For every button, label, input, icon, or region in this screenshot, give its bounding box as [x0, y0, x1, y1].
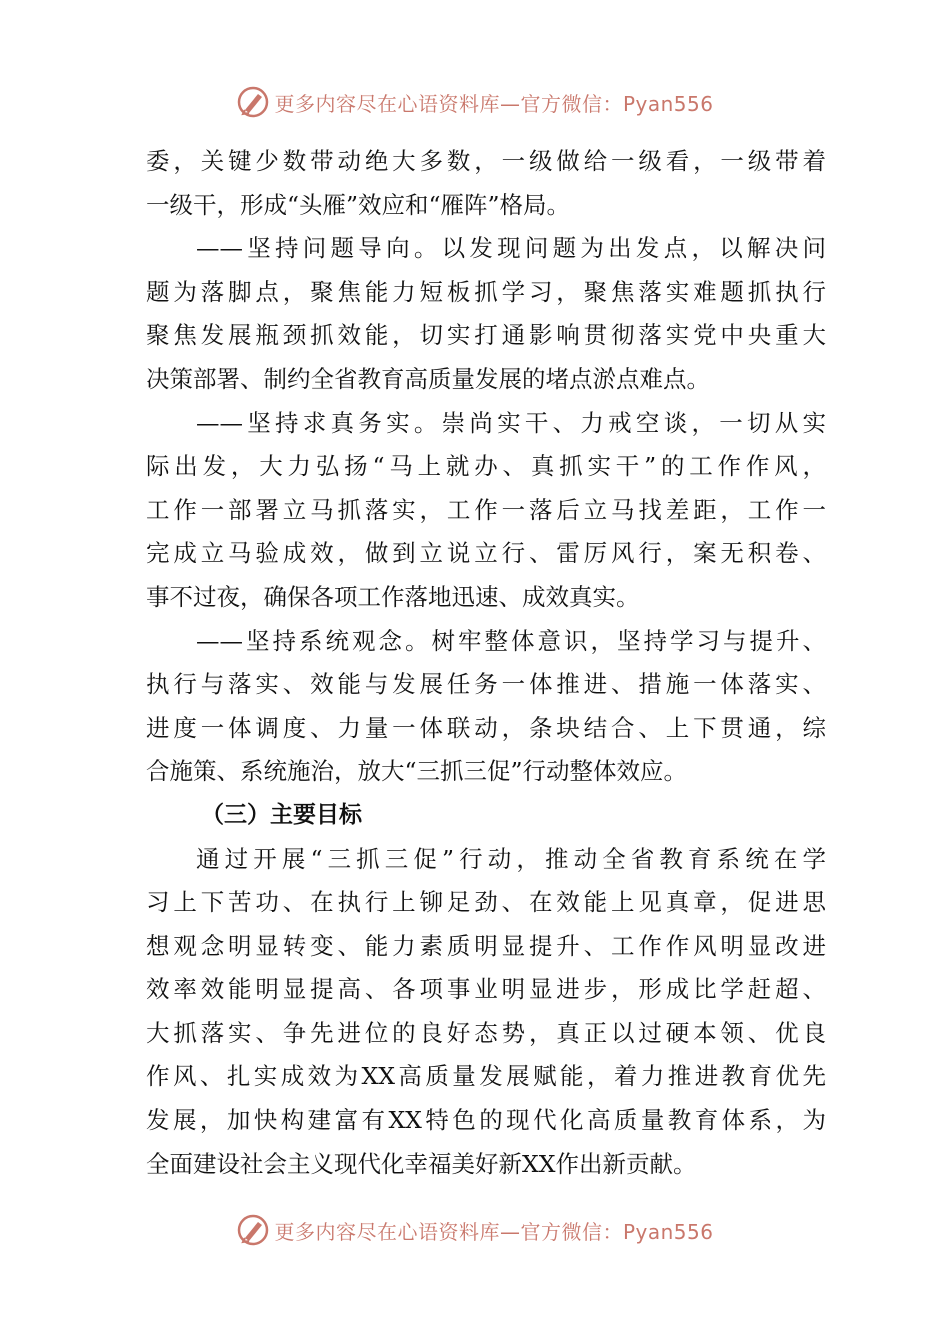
paragraph-line: 进度一体调度、力量一体联动，条块结合、上下贯通，综 — [146, 713, 826, 742]
paragraph-line: 聚焦发展瓶颈抓效能，切实打通影响贯彻落实党中央重大 — [146, 321, 826, 350]
paragraph-line: 题为落脚点，聚焦能力短板抓学习，聚焦落实难题抓执行 — [146, 277, 826, 306]
paragraph-line: 发展，加快构建富有XX特色的现代化高质量教育体系，为 — [146, 1106, 826, 1135]
watermark-text: 更多内容尽在心语资料库—官方微信：Pyan556 — [274, 1219, 714, 1244]
paragraph-line: 完成立马验成效，做到立说立行、雷厉风行，案无积卷、 — [146, 539, 826, 568]
paragraph-line: 想观念明显转变、能力素质明显提升、工作作风明显改进 — [146, 931, 826, 960]
pen-logo-icon — [236, 85, 270, 119]
paragraph-line: ——坚持系统观念。树牢整体意识，坚持学习与提升、 — [196, 626, 826, 655]
paragraph-line: ——坚持求真务实。崇尚实干、力戒空谈，一切从实 — [196, 408, 826, 437]
paragraph-line: 效率效能明显提高、各项事业明显进步，形成比学赶超、 — [146, 975, 826, 1004]
watermark-text: 更多内容尽在心语资料库—官方微信：Pyan556 — [274, 91, 714, 116]
paragraph-line: 一级干，形成“头雁”效应和“雁阵”格局。 — [146, 190, 571, 219]
paragraph-line: 合施策、系统施治，放大“三抓三促”行动整体效应。 — [146, 757, 688, 786]
paragraph-line: 全面建设社会主义现代化幸福美好新XX作出新贡献。 — [146, 1149, 697, 1178]
paragraph-line: 事不过夜，确保各项工作落地迅速、成效真实。 — [146, 582, 640, 611]
paragraph-line: 委，关键少数带动绝大多数，一级做给一级看，一级带着 — [146, 147, 826, 175]
paragraph-line: 决策部署、制约全省教育高质量发展的堵点淤点难点。 — [146, 364, 710, 393]
paragraph-line: 执行与落实、效能与发展任务一体推进、措施一体落实、 — [146, 670, 826, 699]
paragraph-line: 通过开展“三抓三促”行动，推动全省教育系统在学 — [196, 844, 826, 873]
paragraph-line: 习上下苦功、在执行上铆足劲、在效能上见真章，促进思 — [146, 888, 826, 917]
document-body — [146, 140, 826, 1186]
paragraph-line: 际出发，大力弘扬“马上就办、真抓实干”的工作作风， — [146, 452, 826, 481]
paragraph-line: 工作一部署立马抓落实，工作一落后立马找差距，工作一 — [146, 495, 826, 524]
paragraph-line: 作风、扎实成效为XX高质量发展赋能，着力推进教育优先 — [146, 1062, 826, 1091]
watermark-banner-top — [0, 82, 950, 122]
paragraph-line: 大抓落实、争先进位的良好态势，真正以过硬本领、优良 — [146, 1018, 826, 1047]
paragraph-line: ——坚持问题导向。以发现问题为出发点，以解决问 — [196, 234, 826, 263]
watermark-banner-bottom — [0, 1210, 950, 1250]
pen-logo-icon — [236, 1213, 270, 1247]
section-heading: （三）主要目标 — [201, 801, 362, 828]
